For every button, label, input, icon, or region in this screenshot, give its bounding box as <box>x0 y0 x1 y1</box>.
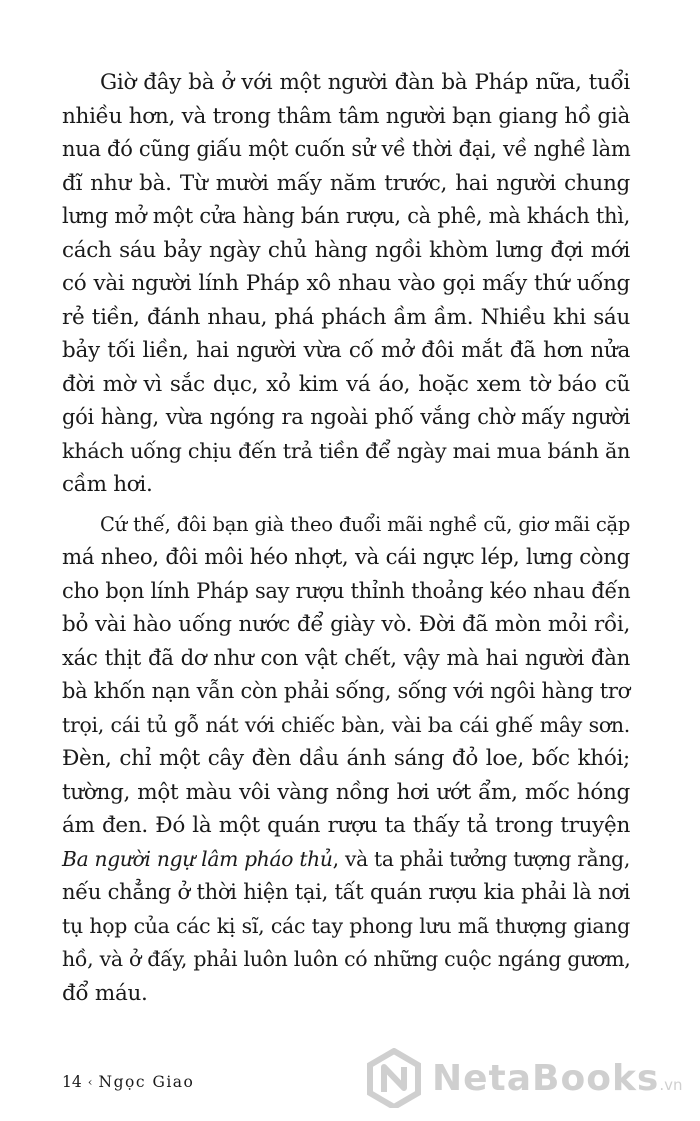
author-name: Ngọc Giao <box>98 1073 195 1091</box>
text-line: nua đó cũng giấu một cuốn sử về thời đại, về nghề làm <box>62 137 631 161</box>
text-line: má nheo, đôi môi héo nhợt, và cái ngực lép, lưng còng <box>62 545 630 570</box>
text-line: bảy tối liền, hai người vừa cố mở đôi mắt đã hơn nửa <box>62 338 630 363</box>
text-line: nếu chẳng ở thời hiện tại, tất quán rượu kia phải là nơi <box>62 880 630 904</box>
page-number: 14 <box>62 1073 82 1091</box>
text-line: khách uống chịu đến trả tiền để ngày mai mua bánh ăn <box>62 438 631 463</box>
text-line: đĩ như bà. Từ mười mấy năm trước, hai người chung <box>62 170 630 196</box>
paragraph-2 <box>62 508 630 1011</box>
text-line: cho bọn lính Pháp say rượu thỉnh thoảng kéo nhau đến <box>62 578 631 603</box>
text-line: có vài người lính Pháp xô nhau vào gọi mấy thứ uống <box>62 271 630 296</box>
text-line: bỏ vài hào uống nước để giày vò. Đời đã mòn mỏi rồi, <box>62 612 630 637</box>
paragraph-1 <box>62 66 630 502</box>
text-line: Giờ đây bà ở với một người đàn bà Pháp nữa, tuổi <box>100 70 630 95</box>
text-line: đời mờ vì sắc dục, xỏ kim vá áo, hoặc xem tờ báo cũ <box>62 371 630 397</box>
watermark-brand: NetaBooks <box>432 1058 660 1099</box>
text-line: cách sáu bảy ngày chủ hàng ngồi khòm lưng đợi mới <box>62 237 630 263</box>
text-line: nhiều hơn, và trong thâm tâm người bạn giang hồ già <box>62 103 630 129</box>
page-footer <box>62 1072 194 1092</box>
watermark-text <box>432 1058 682 1099</box>
text-line: rẻ tiền, đánh nhau, phá phách ầm ầm. Nhiều khi sáu <box>62 304 630 330</box>
text-line: Cứ thế, đôi bạn già theo đuổi mãi nghề cũ, giơ mãi cặp <box>100 512 630 536</box>
footer-separator: ‹ <box>87 1075 93 1089</box>
netabooks-logo-icon <box>366 1048 422 1108</box>
text-line: lưng mở một cửa hàng bán rượu, cà phê, mà khách thì, <box>62 204 630 228</box>
text-line: ám đen. Đó là một quán rượu ta thấy tả trong truyện <box>62 813 630 838</box>
text-line: Đèn, chỉ một cây đèn dầu ánh sáng đỏ loe, bốc khói; <box>62 746 630 771</box>
text-line: đổ máu. <box>62 980 148 1006</box>
text-line: cầm hơi. <box>62 472 153 497</box>
text-line: trọi, cái tủ gỗ nát với chiếc bàn, vài ba cái ghế mây sơn. <box>62 712 630 737</box>
body-text <box>62 66 630 1010</box>
watermark-suffix: .vn <box>659 1076 683 1094</box>
text-line-with-book-title <box>62 843 630 877</box>
text-line: tường, một màu vôi vàng nồng hơi ướt ẩm, mốc hóng <box>62 779 630 805</box>
watermark <box>366 1048 683 1108</box>
text-fragment: , và ta phải tưởng tượng rằng, <box>332 846 630 871</box>
text-line: gói hàng, vừa ngóng ra ngoài phố vắng chờ mấy người <box>62 405 630 429</box>
text-line: tụ họp của các kị sĩ, các tay phong lưu mã thượng giang <box>62 913 630 938</box>
text-line: xác thịt đã dơ như con vật chết, vậy mà hai người đàn <box>62 645 630 671</box>
text-line: hồ, và ở đấy, phải luôn luôn có những cuộc ngáng gươm, <box>62 947 631 971</box>
text-line: bà khốn nạn vẫn còn phải sống, sống với ngôi hàng trơ <box>62 679 630 703</box>
book-title: Ba người ngự lâm pháo thủ <box>62 846 333 871</box>
